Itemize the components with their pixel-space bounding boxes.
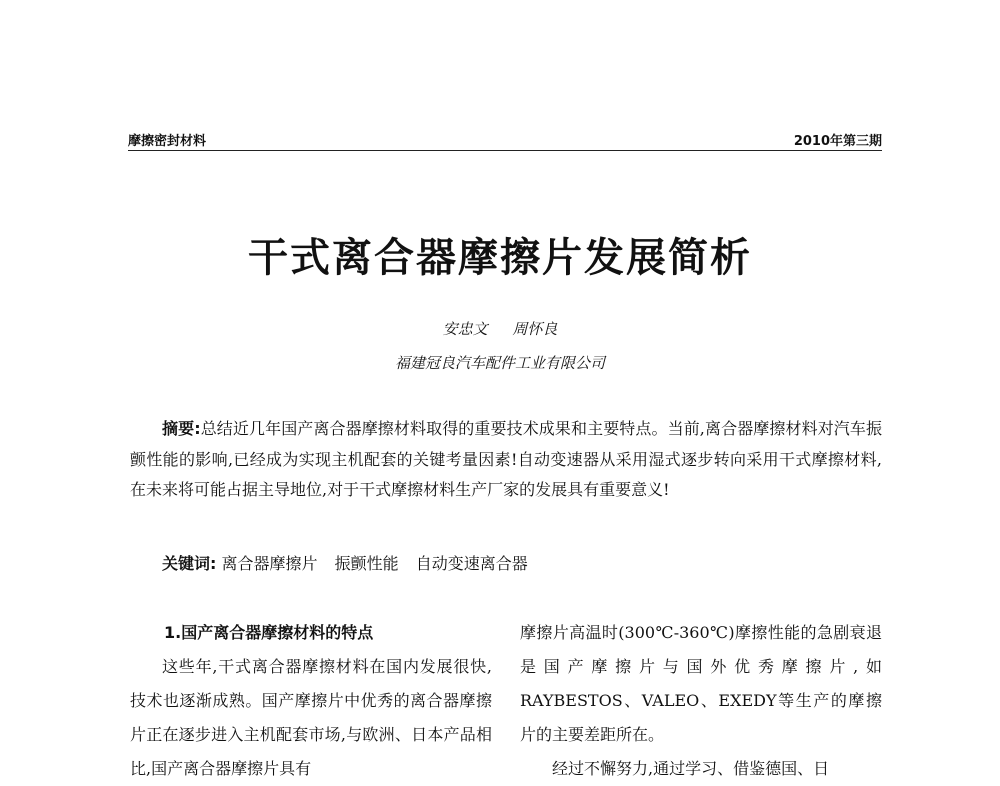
author-name: 安忠文	[442, 320, 488, 338]
issue-label: 2010年第三期	[793, 134, 882, 149]
journal-name: 摩擦密封材料	[128, 134, 207, 149]
body-paragraph: 这些年,干式离合器摩擦材料在国内发展很快,技术也逐渐成熟。国产摩擦片中优秀的离合器摩擦片正在逐步进入主机配套市场,与欧洲、日本产品相比,国产离合器摩擦片具有	[130, 657, 492, 778]
keyword: 自动变速离合器	[415, 554, 528, 573]
keyword: 振颤性能	[334, 554, 399, 573]
body-column-right	[520, 616, 882, 786]
body-column-left	[130, 616, 492, 786]
keywords-label: 关键词:	[162, 554, 217, 573]
author-list	[0, 318, 1000, 339]
running-header	[128, 128, 882, 151]
body-paragraph: 摩擦片高温时(300℃-360℃)摩擦性能的急剧衰退是国产摩擦片与国外优秀摩擦片,如RAYBESTOS、VALEO、EXEDY等生产的摩擦片的主要差距所在。	[520, 623, 882, 744]
keywords	[162, 551, 540, 574]
abstract-label: 摘要:	[162, 419, 201, 438]
article-title: 干式离合器摩擦片发展简析	[248, 235, 752, 281]
keyword: 离合器摩擦片	[221, 554, 318, 573]
author-affiliation: 福建冠良汽车配件工业有限公司	[394, 354, 605, 372]
body-paragraph: 经过不懈努力,通过学习、借鉴德国、日	[552, 759, 830, 778]
abstract	[130, 414, 882, 506]
abstract-text: 总结近几年国产离合器摩擦材料取得的重要技术成果和主要特点。当前,离合器摩擦材料对汽车振颤性能的影响,已经成为实现主机配套的关键考量因素!自动变速器从采用湿式逐步转向采用干式摩擦材料,在未来将可能占据主导地位,对于干式摩擦材料生产厂家的发展具有重要意义!	[130, 419, 882, 499]
section-heading: 1.国产离合器摩擦材料的特点	[164, 623, 374, 642]
author-name: 周怀良	[512, 320, 558, 338]
